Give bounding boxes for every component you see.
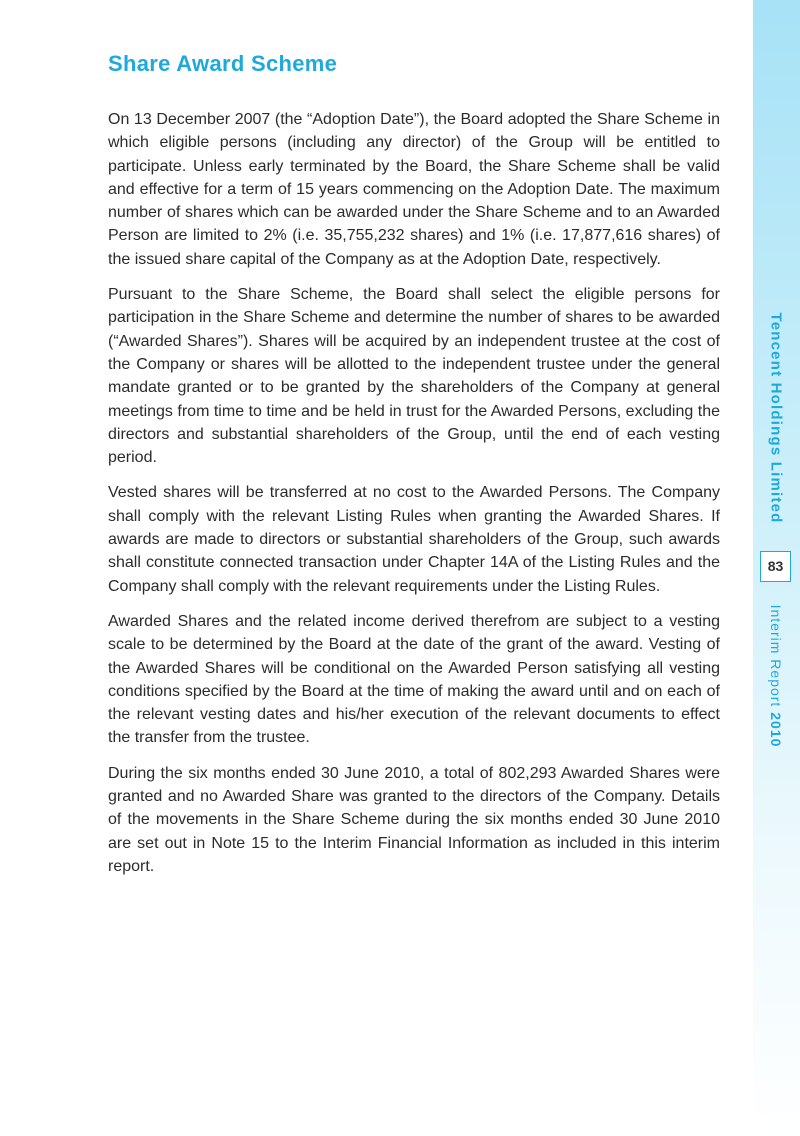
main-content	[108, 50, 720, 890]
paragraph-adoption: On 13 December 2007 (the “Adoption Date”), the Board adopted the Share Scheme in which eligible persons (including any director) of the Group will be entitled to participate. Unless early terminated by the Board, the Share Scheme shall be valid and effective for a term of 15 years commencing on the Adoption Date. The maximum number of shares which can be awarded under the Share Scheme and to an Awarded Person are limited to 2% (i.e. 35,755,232 shares) and 1% (i.e. 17,877,616 shares) of the issued share capital of the Company as at the Adoption Date, respectively.	[108, 111, 720, 268]
report-title	[768, 605, 784, 748]
paragraph-period-summary: During the six months ended 30 June 2010, a total of 802,293 Awarded Shares were granted and no Awarded Share was granted to the directors of the Company. Details of the movements in the Share Scheme during the six months ended 30 June 2010 are set out in Note 15 to the Interim Financial Information as included in this interim report.	[108, 764, 720, 875]
paragraph-vesting-scale: Awarded Shares and the related income derived therefrom are subject to a vesting scale to be determined by the Board at the date of the grant of the award. Vesting of the Awarded Shares will be conditional on the Awarded Person satisfying all vesting conditions specified by the Board at the time of making the award until and on each of the relevant vesting dates and his/her execution of the relevant documents to effect the transfer from the trustee.	[108, 612, 720, 747]
report-year: 2010	[768, 712, 784, 748]
report-label: Interim Report	[768, 604, 784, 708]
paragraph-vested-shares: Vested shares will be transferred at no cost to the Awarded Persons. The Company shall comply with the relevant Listing Rules when granting the Awarded Shares. If awards are made to directors or substantial shareholders of the Group, such awards shall constitute connected transaction under Chapter 14A of the Listing Rules and the Company shall comply with the relevant requirements under the Listing Rules.	[108, 484, 720, 595]
paragraph-selection: Pursuant to the Share Scheme, the Board shall select the eligible persons for participation in the Share Scheme and determine the number of shares to be awarded (“Awarded Shares”). Shares will be acquired by an independent trustee at the cost of the Company or shares will be allotted to the independent trustee under the general mandate granted or to be granted by the shareholders of the Company at general meetings from time to time and be held in trust for the Awarded Persons, excluding the directors and substantial shareholders of the Group, until the end of each vesting period.	[108, 286, 720, 467]
page-number: 83	[760, 551, 791, 582]
section-heading: Share Award Scheme	[108, 51, 338, 76]
company-name: Tencent Holdings Limited	[767, 312, 785, 524]
